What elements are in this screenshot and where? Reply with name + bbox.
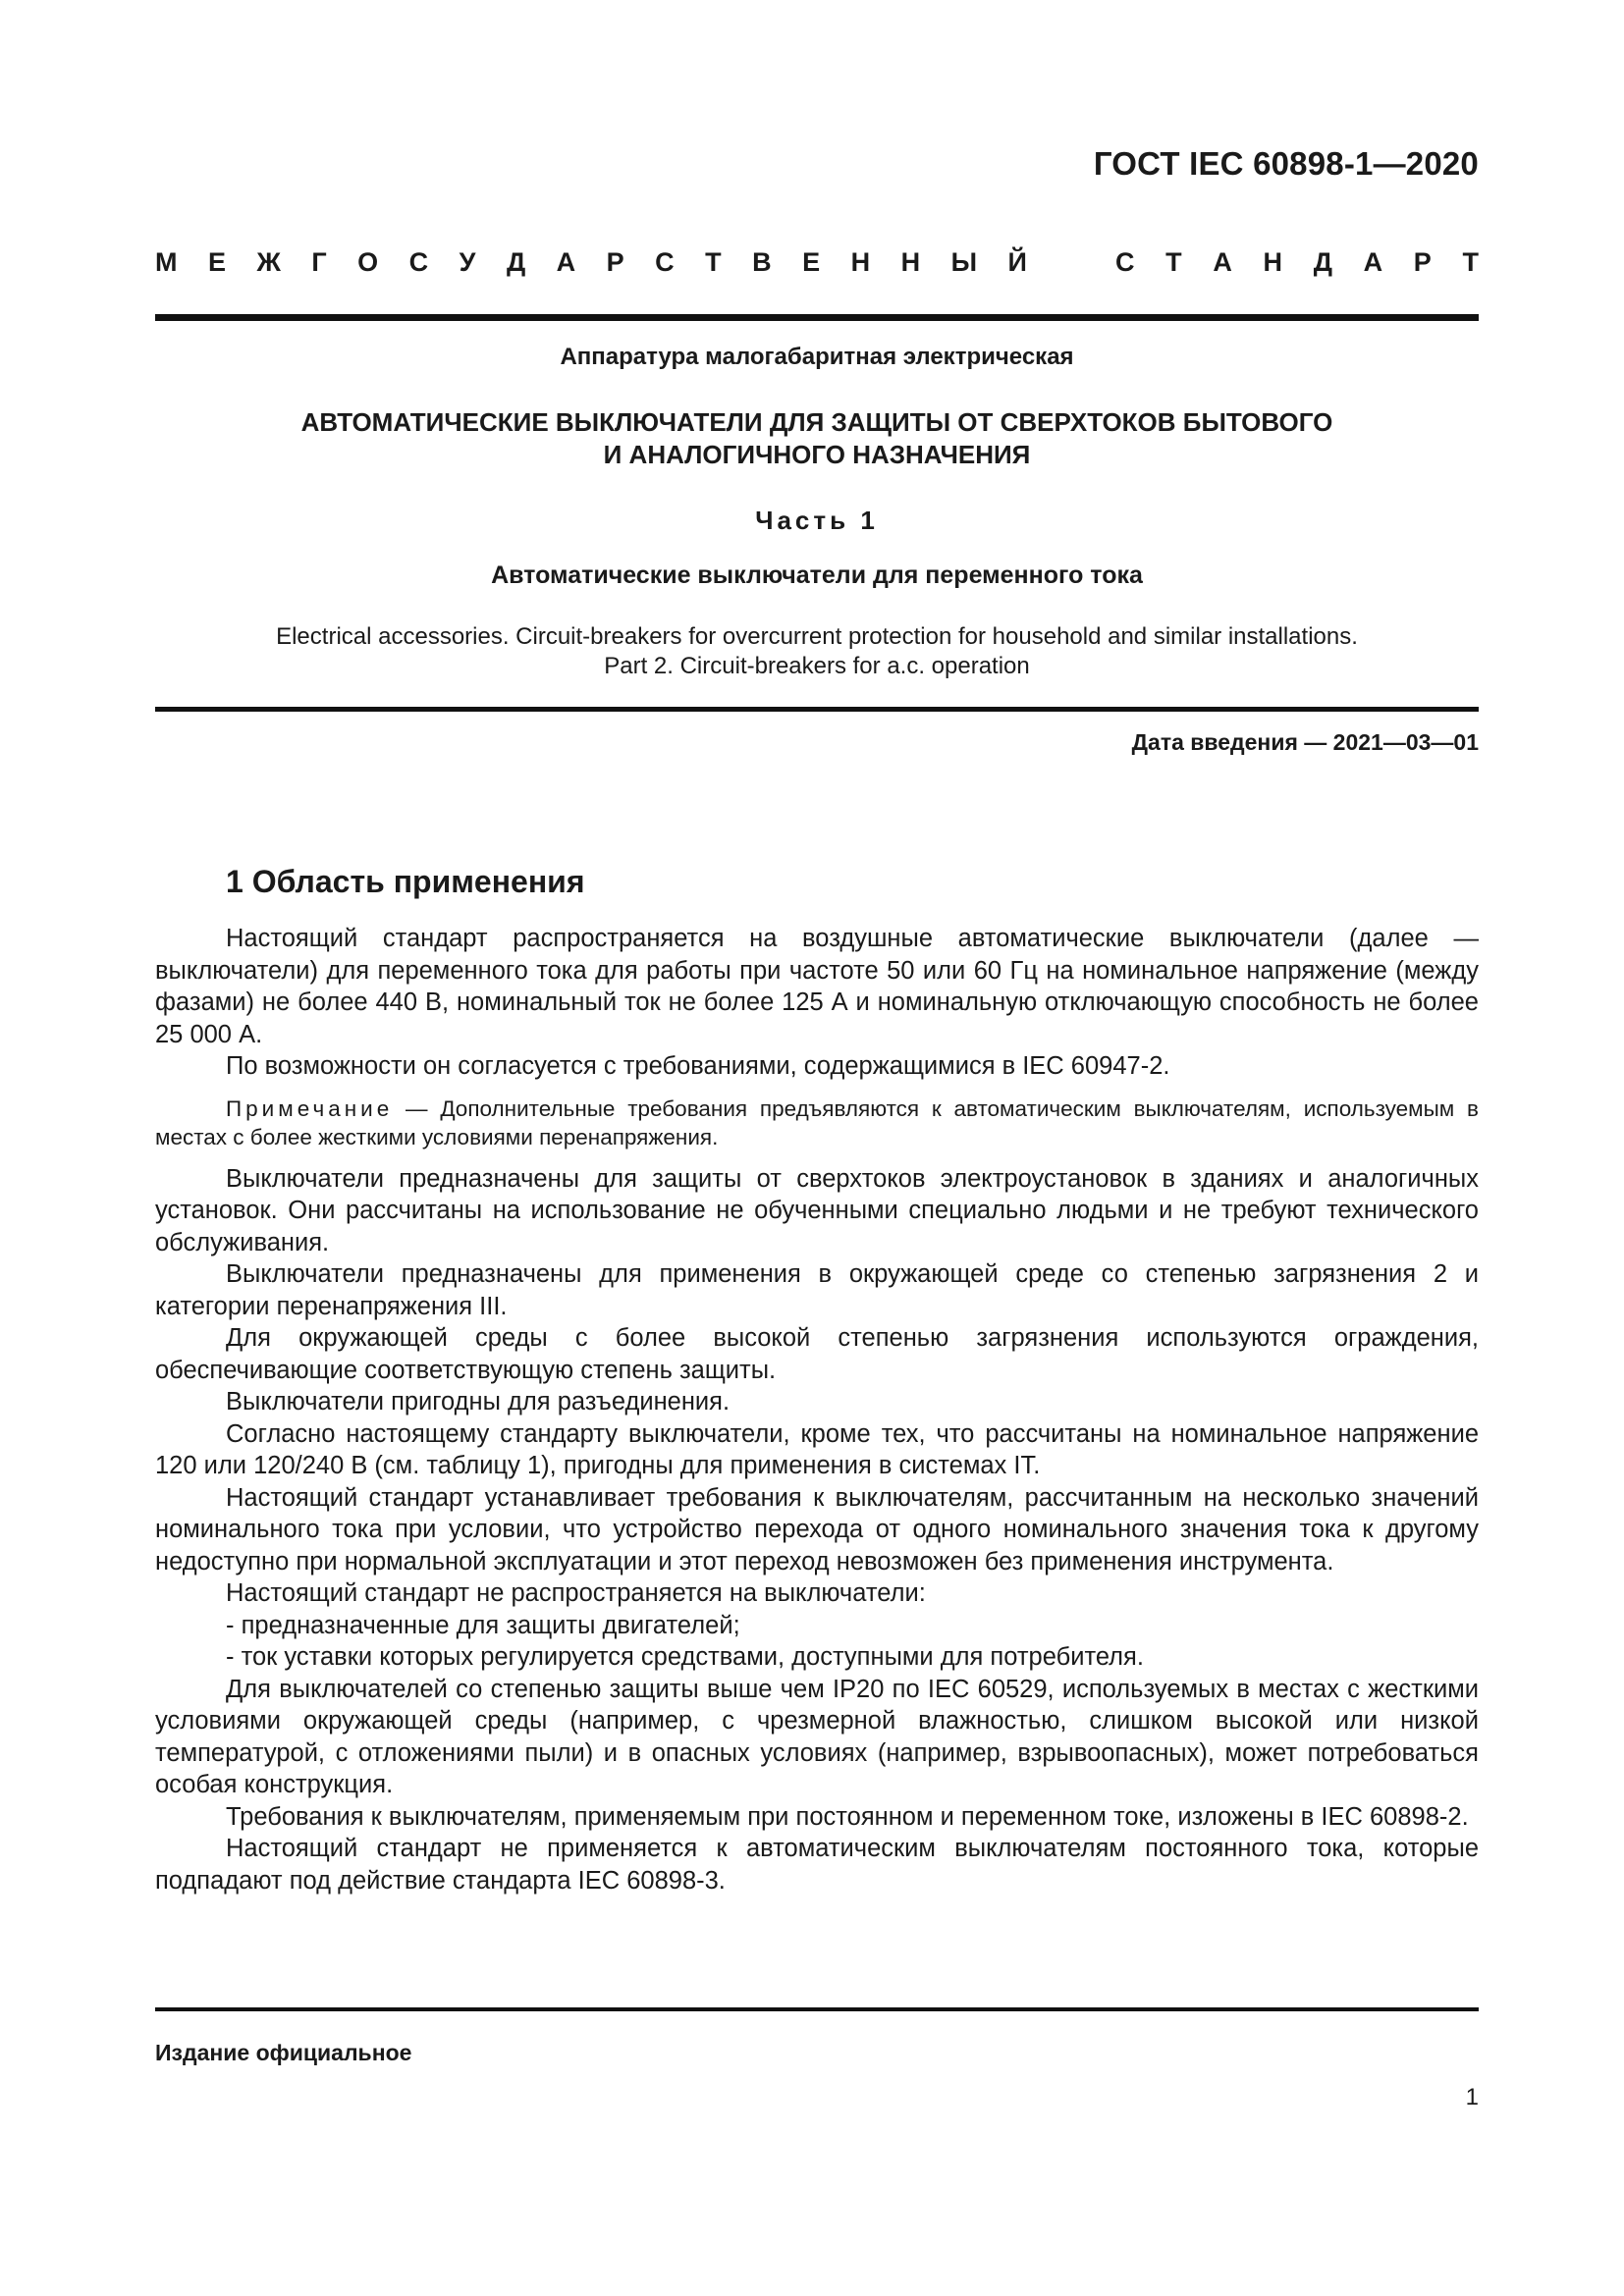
top-divider xyxy=(155,314,1479,321)
paragraph: По возможности он согласуется с требованиями, содержащимися в IEC 60947-2. xyxy=(226,1052,1170,1080)
introduction-date: Дата введения — 2021—03—01 xyxy=(1131,729,1479,755)
paragraph: Выключатели предназначены для защиты от сверхтоков электроустановок в зданиях и аналогичных установок. Они рассчитаны на использование не обученными специально людьми и не требуют технического обслуживания. xyxy=(155,1164,1479,1256)
bottom-divider xyxy=(155,2007,1479,2011)
note-label: Примечание xyxy=(226,1095,394,1121)
paragraph: Выключатели предназначены для применения в окружающей среде со степенью загрязнения 2 и категории перенапряжения III. xyxy=(155,1260,1479,1320)
list-item: - ток уставки которых регулируется средствами, доступными для потребителя. xyxy=(226,1643,1144,1671)
note xyxy=(155,1095,1479,1151)
paragraph: Настоящий стандарт не распространяется на выключатели: xyxy=(226,1579,926,1607)
paragraph: Выключатели пригодны для разъединения. xyxy=(226,1388,731,1415)
part-number: Часть 1 xyxy=(755,506,879,535)
document-code: ГОСТ IEC 60898-1—2020 xyxy=(1093,145,1479,182)
paragraph: Для выключателей со степенью защиты выше чем IP20 по IEC 60529, используемых в местах с жесткими условиями окружающей среды (например, с чрезмерной влажностью, слишком высокой или низкой температурой, с отложениями пыли) и в опасных условиях (например, взрывоопасных), может потребоваться особая конструкция. xyxy=(155,1675,1479,1798)
page-number: 1 xyxy=(1465,2084,1479,2110)
document-subtitle: Автоматические выключатели для переменного тока xyxy=(491,561,1143,589)
english-title-line-2: Part 2. Circuit-breakers for a.c. operation xyxy=(604,653,1030,679)
paragraph: Требования к выключателям, применяемым при постоянном и переменном токе, изложены в IEC 60898-2. xyxy=(226,1802,1469,1831)
english-title-line-1: Electrical accessories. Circuit-breakers for overcurrent protection for household and similar installations. xyxy=(276,623,1358,650)
section-body xyxy=(155,923,1479,1896)
section-title: 1 Область применения xyxy=(226,864,585,899)
paragraph: Для окружающей среды с более высокой степенью загрязнения используются ограждения, обеспечивающие соответствующую степень защиты. xyxy=(155,1324,1479,1384)
paragraph: Согласно настоящему стандарту выключатели, кроме тех, что рассчитаны на номинальное напряжение 120 или 120/240 В (см. таблицу 1), пригодны для применения в системах IT. xyxy=(155,1419,1479,1479)
standard-word: С Т А Н Д А Р Т xyxy=(1115,247,1479,277)
subject-line: Аппаратура малогабаритная электрическая xyxy=(560,344,1074,370)
list-item: - предназначенные для защиты двигателей; xyxy=(226,1611,740,1639)
paragraph: Настоящий стандарт устанавливает требования к выключателям, рассчитанным на несколько значений номинального тока при условии, что устройство перехода от одного номинального значения тока к другому недоступно при нормальной эксплуатации и этот переход невозможен без применения инструмента. xyxy=(155,1483,1479,1575)
document-title xyxy=(155,406,1479,471)
official-edition-label: Издание официальное xyxy=(155,2040,412,2065)
middle-divider xyxy=(155,707,1479,712)
english-title xyxy=(155,622,1479,681)
title-line-1: АВТОМАТИЧЕСКИЕ ВЫКЛЮЧАТЕЛИ ДЛЯ ЗАЩИТЫ ОТ СВЕРХТОКОВ БЫТОВОГО xyxy=(300,407,1333,437)
paragraph: Настоящий стандарт не применяется к автоматическим выключателям постоянного тока, которые подпадают под действие стандарта IEC 60898-3. xyxy=(155,1835,1479,1895)
interstate-standard-heading xyxy=(155,247,1479,278)
paragraph: Настоящий стандарт распространяется на воздушные автоматические выключатели (далее — выключатели) для переменного тока для работы при частоте 50 или 60 Гц на номинальное напряжение (между фазами) не более 440 В, номинальный ток не более 125 А и номинальную отключающую способность не более 25 000 А. xyxy=(155,925,1479,1048)
interstate-word: М Е Ж Г О С У Д А Р С Т В Е Н Н Ы Й xyxy=(155,247,1027,277)
note-text: — Дополнительные требования предъявляются к автоматическим выключателям, используемым в местах с более жесткими условиями перенапряжения. xyxy=(155,1095,1479,1149)
title-line-2: И АНАЛОГИЧНОГО НАЗНАЧЕНИЯ xyxy=(603,440,1031,469)
